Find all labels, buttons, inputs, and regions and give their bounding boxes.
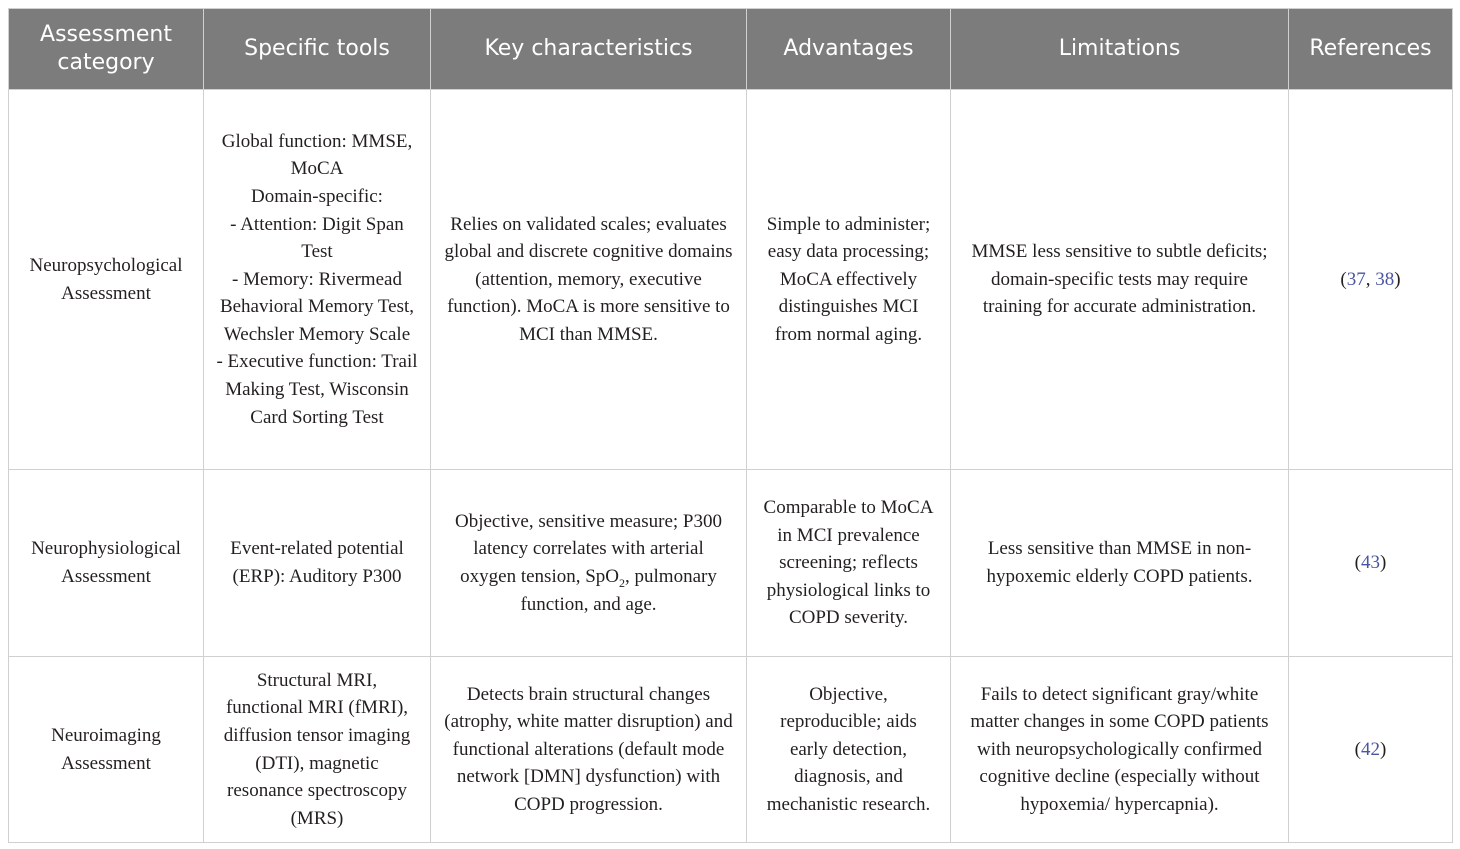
header-advantages: Advantages <box>747 9 951 90</box>
ref-sep: , <box>1365 268 1376 290</box>
characteristics-cell <box>431 657 747 843</box>
references-cell <box>1289 90 1453 470</box>
ref-open: ( <box>1354 738 1361 760</box>
tools-line: Domain-specific: <box>251 185 383 207</box>
advantages-text: Simple to administer; easy data processing; MoCA effectively distinguishes MCI from normal aging. <box>766 213 931 345</box>
reference-link[interactable]: 38 <box>1375 268 1395 290</box>
reference-link[interactable]: 37 <box>1346 268 1366 290</box>
references-cell <box>1289 470 1453 657</box>
advantages-cell <box>747 90 951 470</box>
advantages-cell <box>747 657 951 843</box>
ref-open: ( <box>1354 552 1361 574</box>
advantages-text: Comparable to MoCA in MCI prevalence screening; reflects physiological links to COPD severity. <box>763 497 934 629</box>
ref-open: ( <box>1340 268 1347 290</box>
header-limitations: Limitations <box>951 9 1289 90</box>
reference-link[interactable]: 43 <box>1361 552 1380 574</box>
tools-cell <box>204 470 431 657</box>
ref-close: ) <box>1380 552 1387 574</box>
characteristics-text: Relies on validated scales; evaluates global and discrete cognitive domains (attention, memory, executive function). MoCA is more sensitive to MCI than MMSE. <box>444 213 733 345</box>
category-cell: Neuroimaging Assessment <box>9 657 204 843</box>
characteristics-text: Objective, sensitive measure; P300 latency correlates with arterial oxygen tension, SpO <box>455 510 722 587</box>
header-characteristics: Key characteristics <box>431 9 747 90</box>
tools-line: Event-related potential (ERP): Auditory P300 <box>230 538 404 587</box>
reference-link[interactable]: 42 <box>1361 738 1380 760</box>
characteristics-text-cont: , pulmonary function, and age. <box>520 566 717 615</box>
table-row <box>9 90 1453 470</box>
tools-cell <box>204 90 431 470</box>
limitations-cell: Fails to detect significant gray/white matter changes in some COPD patients with neuropsychologically confirmed cognitive decline (especially without hypoxemia/ hypercapnia). <box>951 657 1289 843</box>
references-cell <box>1289 657 1453 843</box>
table-row <box>9 657 1453 843</box>
tools-line: Global function: MMSE, MoCA <box>221 130 413 180</box>
characteristics-cell <box>431 470 747 657</box>
subscript: 2 <box>619 575 626 590</box>
header-category: Assessment category <box>9 9 204 90</box>
header-row <box>9 9 1453 90</box>
header-tools: Specific tools <box>204 9 431 90</box>
characteristics-cell <box>431 90 747 470</box>
header-references: References <box>1289 9 1453 90</box>
tools-line: - Memory: Rivermead Behavioral Memory Test, Wechsler Memory Scale <box>219 268 415 345</box>
category-cell: Neurophysiological Assessment <box>9 470 204 657</box>
tools-line: Structural MRI, functional MRI (fMRI), diffusion tensor imaging (DTI), magnetic resonance spectroscopy (MRS) <box>223 669 411 829</box>
tools-line: - Attention: Digit Span Test <box>230 213 404 263</box>
ref-close: ) <box>1380 738 1387 760</box>
limitations-cell: Less sensitive than MMSE in non-hypoxemic elderly COPD patients. <box>951 470 1289 657</box>
advantages-cell <box>747 470 951 657</box>
limitations-cell: MMSE less sensitive to subtle deficits; domain-specific tests may require training for accurate administration. <box>951 90 1289 470</box>
tools-line: - Executive function: Trail Making Test, Wisconsin Card Sorting Test <box>216 351 418 428</box>
assessment-table <box>8 8 1453 843</box>
tools-cell <box>204 657 431 843</box>
characteristics-text: Detects brain structural changes (atrophy, white matter disruption) and functional alterations (default mode network [DMN] dysfunction) with COPD progression. <box>444 683 733 815</box>
ref-close: ) <box>1394 268 1401 290</box>
category-cell: Neuropsychological Assessment <box>9 90 204 470</box>
table-row <box>9 470 1453 657</box>
advantages-text: Objective, reproducible; aids early detection, diagnosis, and mechanistic research. <box>766 683 931 815</box>
